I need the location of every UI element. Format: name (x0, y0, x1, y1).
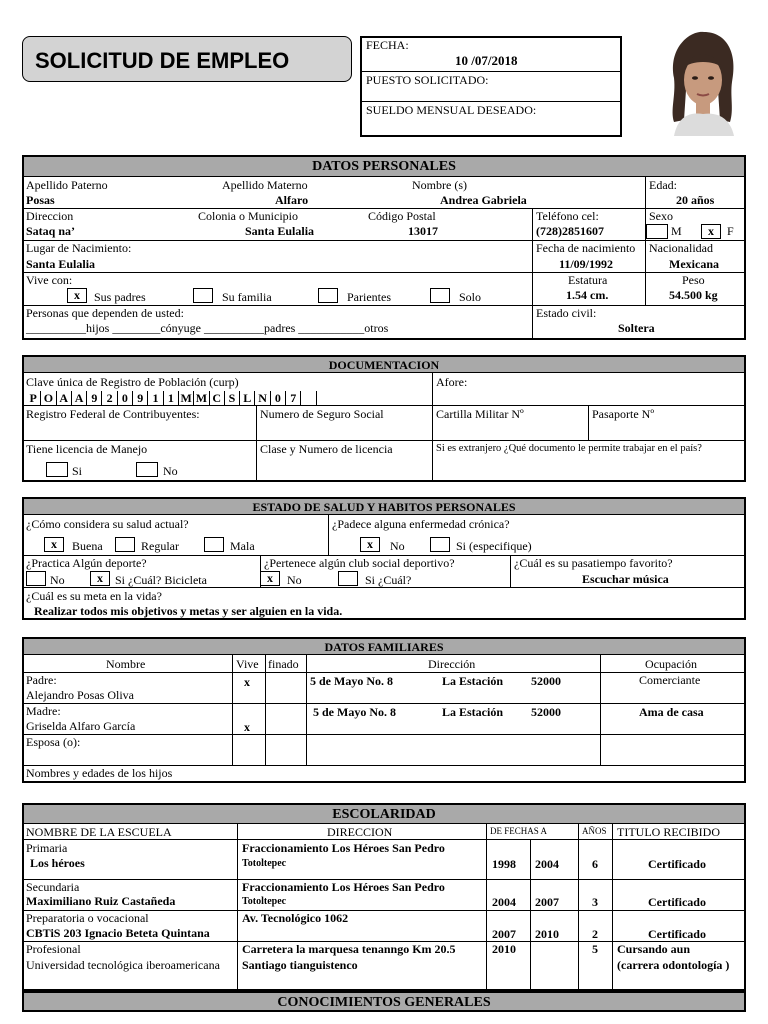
peso-label: Peso (682, 273, 705, 287)
salud-mala-checkbox[interactable] (204, 537, 224, 552)
deporte-si-checkbox[interactable]: x (90, 571, 110, 586)
curp-char: P (26, 391, 41, 405)
apellido-paterno-label: Apellido Paterno (26, 178, 108, 192)
curp-char: C (210, 391, 225, 405)
direccion-label: Direccion (26, 209, 74, 223)
school-header: ESCOLARIDAD (23, 804, 745, 824)
fecha-nac-value: 11/09/1992 (559, 257, 614, 271)
sexo-f-checkbox[interactable]: x (701, 224, 721, 239)
madre-colonia: La Estación (442, 705, 504, 719)
cronica-no-checkbox[interactable]: x (360, 537, 380, 552)
fecha-label: FECHA: (366, 38, 409, 52)
school-nivel: Profesional (26, 942, 81, 956)
madre-cp: 52000 (531, 705, 561, 719)
nacionalidad-value: Mexicana (669, 257, 719, 271)
club-si-checkbox[interactable] (338, 571, 358, 586)
vive-familia-checkbox[interactable] (193, 288, 213, 303)
civil-label: Estado civil: (536, 306, 597, 320)
deporte-no-checkbox[interactable] (26, 571, 46, 586)
vive-label: Vive con: (26, 273, 73, 287)
deporte-question: ¿Practica Algún deporte? (26, 556, 147, 570)
school-col-nombre: NOMBRE DE LA ESCUELA (26, 825, 172, 839)
curp-label: Clave única de Registro de Población (curp) (26, 375, 239, 389)
vive-solo-checkbox[interactable] (430, 288, 450, 303)
cronica-si-checkbox[interactable] (430, 537, 450, 552)
knowledge-header: CONOCIMIENTOS GENERALES (22, 991, 746, 1012)
edad-label: Edad: (649, 178, 677, 192)
edad-value: 20 años (676, 193, 715, 207)
school-escuela: Los héroes (30, 856, 85, 870)
club-question: ¿Pertenece algún club social deportivo? (264, 556, 455, 570)
sexo-m-label: M (671, 224, 682, 238)
school-titulo-2: (carrera odontología ) (617, 958, 730, 972)
extranjero-label: Si es extranjero ¿Qué documento le permite trabajar en el país? (436, 443, 702, 454)
apellido-materno-value: Alfaro (275, 193, 309, 207)
esposa-label: Esposa (o): (26, 735, 81, 749)
club-si-label: Si ¿Cuál? (365, 573, 412, 587)
direccion-value: Sataq na’ (26, 224, 76, 238)
school-de: 1998 (492, 857, 516, 871)
school-direccion-2: Santiago tianguistenco (242, 958, 358, 972)
cronica-question: ¿Padece alguna enfermedad crónica? (332, 517, 510, 531)
school-escuela: Universidad tecnológica iberoamericana (26, 958, 220, 972)
vive-parientes-label: Parientes (347, 290, 391, 304)
school-direccion-2: Totoltepec (242, 858, 287, 869)
family-col-ocupacion: Ocupación (645, 657, 697, 671)
school-a: 2010 (535, 927, 559, 941)
school-a: 2004 (535, 857, 559, 871)
personal-header: DATOS PERSONALES (23, 156, 745, 177)
telefono-value: (728)2851607 (536, 224, 604, 238)
curp-char: S (225, 391, 240, 405)
madre-vive: x (244, 720, 250, 734)
health-header: ESTADO DE SALUD Y HABITOS PERSONALES (23, 498, 745, 515)
cronica-si-label: Si (especifique) (456, 539, 532, 553)
family-col-vive: Vive (236, 657, 259, 671)
cronica-no-label: No (390, 539, 405, 553)
school-col-direccion: DIRECCION (327, 825, 393, 839)
licencia-label: Tiene licencia de Manejo (26, 442, 148, 456)
deporte-no-label: No (50, 573, 65, 587)
lugar-label: Lugar de Nacimiento: (26, 241, 132, 255)
school-de: 2010 (492, 942, 516, 956)
licencia-no-checkbox[interactable] (136, 462, 158, 477)
licencia-no-label: No (163, 464, 178, 478)
licencia-si-label: Si (72, 464, 83, 478)
school-titulo: Cursando aun (617, 942, 691, 956)
madre-direccion: 5 de Mayo No. 8 (313, 705, 396, 719)
padre-vive: x (244, 675, 250, 689)
school-anos: 5 (592, 942, 598, 956)
salud-regular-checkbox[interactable] (115, 537, 135, 552)
estatura-label: Estatura (568, 273, 608, 287)
curp-char: M (179, 391, 194, 405)
curp-char (301, 391, 316, 405)
licencia-si-checkbox[interactable] (46, 462, 68, 477)
nombre-value: Andrea Gabriela (440, 193, 527, 207)
padre-colonia: La Estación (442, 674, 504, 688)
school-titulo: Certificado (648, 857, 706, 871)
school-direccion: Fraccionamiento Los Héroes San Pedro (242, 841, 445, 855)
padre-ocupacion: Comerciante (639, 673, 701, 687)
padre-cp: 52000 (531, 674, 561, 688)
madre-name: Griselda Alfaro García (26, 719, 136, 733)
padre-direccion: 5 de Mayo No. 8 (310, 674, 393, 688)
pasatiempo-question: ¿Cuál es su pasatiempo favorito? (514, 556, 673, 570)
apellido-paterno-value: Posas (26, 193, 55, 207)
school-a: 2007 (535, 895, 559, 909)
estatura-value: 1.54 cm. (566, 288, 609, 302)
curp-char: A (57, 391, 72, 405)
peso-value: 54.500 kg (669, 288, 718, 302)
salud-buena-label: Buena (72, 539, 103, 553)
civil-value: Soltera (618, 321, 655, 335)
school-de: 2007 (492, 927, 516, 941)
meta-question: ¿Cuál es su meta en la vida? (26, 589, 162, 603)
curp-char: 1 (148, 391, 163, 405)
school-direccion: Av. Tecnológico 1062 (242, 911, 349, 925)
vive-padres-label: Sus padres (94, 290, 146, 304)
school-titulo: Certificado (648, 927, 706, 941)
salud-regular-label: Regular (141, 539, 179, 553)
sexo-f-label: F (727, 224, 734, 238)
cp-label: Código Postal (368, 209, 436, 223)
school-escuela: Maximiliano Ruiz Castañeda (26, 894, 176, 908)
curp-char: N (255, 391, 270, 405)
cartilla-label: Cartilla Militar Nº (436, 407, 524, 421)
vive-solo-label: Solo (459, 290, 482, 304)
page-title: SOLICITUD DE EMPLEO (35, 48, 290, 73)
sexo-label: Sexo (649, 209, 673, 223)
vive-padres-checkbox[interactable]: x (67, 288, 87, 303)
colonia-value: Santa Eulalia (245, 224, 315, 238)
fecha-value: 10 /07/2018 (455, 53, 518, 68)
school-nivel: Secundaria (26, 880, 80, 894)
title-box (22, 36, 352, 82)
vive-familia-label: Su familia (222, 290, 272, 304)
deporte-si-label: Si ¿Cuál? Bicicleta (115, 573, 207, 587)
school-direccion-2: Totoltepec (242, 896, 287, 907)
school-de: 2004 (492, 895, 516, 909)
curp-char: O (41, 391, 56, 405)
nss-label: Numero de Seguro Social (260, 407, 384, 421)
curp-char: 9 (133, 391, 148, 405)
school-col-fechas: DE FECHAS A (490, 826, 548, 836)
colonia-label: Colonia o Municipio (198, 209, 298, 223)
family-col-nombre: Nombre (106, 657, 146, 671)
hijos-label: Nombres y edades de los hijos (26, 766, 173, 780)
school-titulo: Certificado (648, 895, 706, 909)
salud-mala-label: Mala (230, 539, 255, 553)
sueldo-label: SUELDO MENSUAL DESEADO: (366, 103, 537, 117)
nombre-label: Nombre (s) (412, 178, 467, 192)
school-direccion: Carretera la marquesa tenanngo Km 20.5 (242, 942, 456, 956)
school-col-titulo: TITULO RECIBIDO (617, 825, 720, 839)
curp-char: 2 (102, 391, 117, 405)
curp-char: 9 (87, 391, 102, 405)
curp-char: 0 (271, 391, 286, 405)
curp-char: M (194, 391, 209, 405)
curp-char: 1 (164, 391, 179, 405)
telefono-label: Teléfono cel: (536, 209, 599, 223)
cp-value: 13017 (408, 224, 438, 238)
fecha-nac-label: Fecha de nacimiento (536, 241, 636, 255)
school-nivel: Primaria (26, 841, 68, 855)
school-direccion: Fraccionamiento Los Héroes San Pedro (242, 880, 445, 894)
salud-buena-checkbox[interactable]: x (44, 537, 64, 552)
curp-char: 0 (118, 391, 133, 405)
school-anos: 3 (592, 895, 598, 909)
nacionalidad-label: Nacionalidad (649, 241, 713, 255)
curp-char: A (72, 391, 87, 405)
madre-ocupacion: Ama de casa (639, 705, 704, 719)
curp-boxes (26, 391, 317, 405)
school-anos: 2 (592, 927, 598, 941)
puesto-label: PUESTO SOLICITADO: (366, 73, 489, 87)
padre-name: Alejandro Posas Oliva (26, 688, 134, 702)
applicant-photo (660, 30, 744, 136)
school-nivel: Preparatoria o vocacional (26, 911, 149, 925)
docs-header: DOCUMENTACION (23, 356, 745, 373)
clase-licencia-label: Clase y Numero de licencia (260, 442, 393, 456)
dependen-label: Personas que dependen de usted: (26, 306, 184, 320)
meta-value: Realizar todos mis objetivos y metas y ser alguien en la vida. (34, 604, 343, 618)
sexo-m-checkbox[interactable] (646, 224, 668, 239)
apellido-materno-label: Apellido Materno (222, 178, 308, 192)
family-col-finado: finado (268, 657, 299, 671)
afore-label: Afore: (436, 375, 468, 389)
madre-label: Madre: (26, 704, 61, 718)
salud-question: ¿Cómo considera su salud actual? (26, 517, 189, 531)
padre-label: Padre: (26, 673, 57, 687)
curp-char: L (240, 391, 255, 405)
family-header: DATOS FAMILIARES (23, 638, 745, 655)
pasaporte-label: Pasaporte Nº (592, 407, 655, 421)
school-escuela: CBTiS 203 Ignacio Beteta Quintana (26, 926, 210, 940)
rfc-label: Registro Federal de Contribuyentes: (26, 407, 200, 421)
school-anos: 6 (592, 857, 598, 871)
club-no-label: No (287, 573, 302, 587)
club-no-checkbox[interactable]: x (260, 571, 280, 586)
family-col-direccion: Dirección (428, 657, 476, 671)
lugar-value: Santa Eulalia (26, 257, 96, 271)
curp-char: 7 (286, 391, 301, 405)
vive-parientes-checkbox[interactable] (318, 288, 338, 303)
dependen-line: __________hijos ________cónyuge __________padres ___________otros (26, 321, 389, 335)
school-col-anos: AÑOS (582, 826, 607, 836)
pasatiempo-value: Escuchar música (582, 572, 669, 586)
